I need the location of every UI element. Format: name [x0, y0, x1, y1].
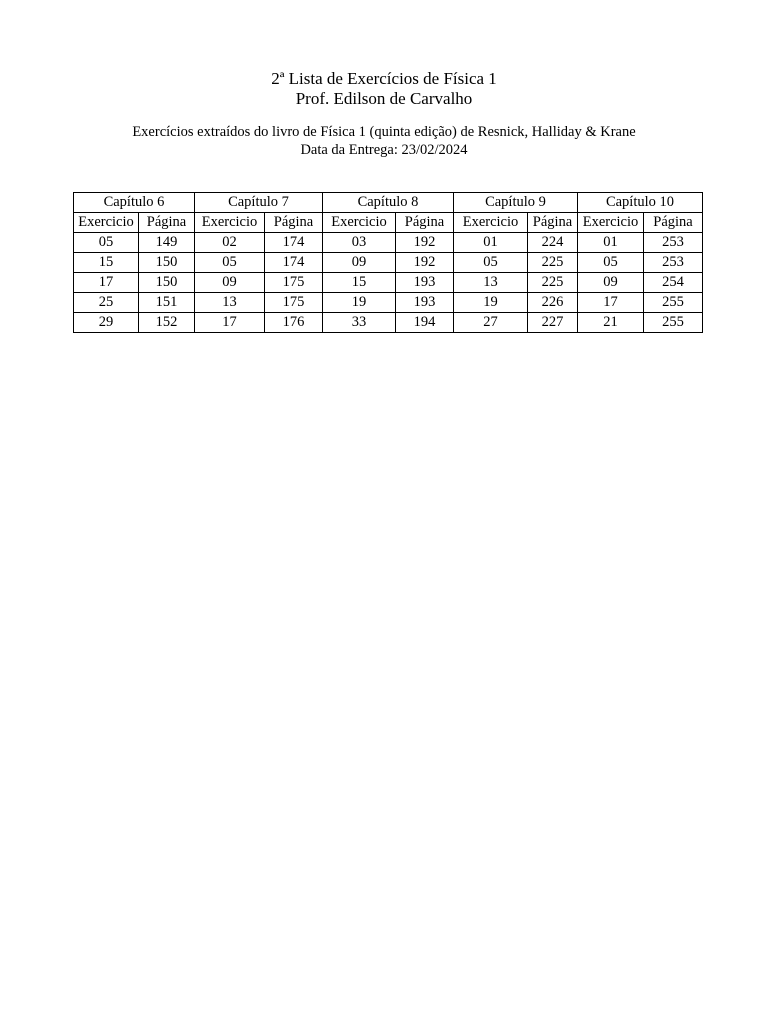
column-header-page: Página — [644, 213, 703, 233]
exercise-cell: 19 — [454, 293, 528, 313]
column-header-exercise: Exercicio — [323, 213, 396, 233]
page-cell: 193 — [396, 273, 454, 293]
table-row — [74, 273, 703, 293]
table-row — [74, 253, 703, 273]
page-cell: 174 — [265, 253, 323, 273]
exercise-cell: 17 — [74, 273, 139, 293]
exercise-cell: 03 — [323, 233, 396, 253]
exercise-cell: 19 — [323, 293, 396, 313]
column-header-page: Página — [265, 213, 323, 233]
table-row — [74, 233, 703, 253]
page-cell: 175 — [265, 293, 323, 313]
exercise-cell: 05 — [195, 253, 265, 273]
page-title: 2ª Lista de Exercícios de Física 1 — [271, 69, 497, 88]
column-header-page: Página — [139, 213, 195, 233]
source-note: Exercícios extraídos do livro de Física 1 (quinta edição) de Resnick, Halliday & Krane — [132, 124, 636, 140]
page-cell: 253 — [644, 233, 703, 253]
exercise-cell: 05 — [74, 233, 139, 253]
column-header-row — [74, 213, 703, 233]
column-header-page: Página — [396, 213, 454, 233]
exercise-cell: 17 — [578, 293, 644, 313]
page-cell: 193 — [396, 293, 454, 313]
exercise-cell: 02 — [195, 233, 265, 253]
column-header-exercise: Exercicio — [454, 213, 528, 233]
exercise-cell: 13 — [195, 293, 265, 313]
page-cell: 227 — [528, 313, 578, 333]
page-cell: 192 — [396, 233, 454, 253]
chapter-header: Capítulo 9 — [454, 193, 578, 213]
exercise-cell: 15 — [323, 273, 396, 293]
exercise-cell: 33 — [323, 313, 396, 333]
chapter-header: Capítulo 7 — [195, 193, 323, 213]
exercise-cell: 27 — [454, 313, 528, 333]
page-cell: 225 — [528, 253, 578, 273]
exercise-cell: 09 — [195, 273, 265, 293]
exercise-cell: 15 — [74, 253, 139, 273]
table-body — [74, 233, 703, 333]
due-date: Data da Entrega: 23/02/2024 — [300, 142, 468, 158]
table-row — [74, 293, 703, 313]
exercise-cell: 21 — [578, 313, 644, 333]
chapter-header: Capítulo 6 — [74, 193, 195, 213]
page-cell: 255 — [644, 293, 703, 313]
exercise-cell: 29 — [74, 313, 139, 333]
chapter-header: Capítulo 8 — [323, 193, 454, 213]
page-cell: 255 — [644, 313, 703, 333]
page-cell: 151 — [139, 293, 195, 313]
exercise-cell: 05 — [578, 253, 644, 273]
chapter-header-row — [74, 193, 703, 213]
exercise-cell: 05 — [454, 253, 528, 273]
page-cell: 194 — [396, 313, 454, 333]
exercise-cell: 01 — [578, 233, 644, 253]
exercise-cell: 17 — [195, 313, 265, 333]
page-cell: 225 — [528, 273, 578, 293]
column-header-page: Página — [528, 213, 578, 233]
page-cell: 149 — [139, 233, 195, 253]
page-cell: 150 — [139, 253, 195, 273]
page-cell: 253 — [644, 253, 703, 273]
page-cell: 175 — [265, 273, 323, 293]
page-cell: 254 — [644, 273, 703, 293]
column-header-exercise: Exercicio — [578, 213, 644, 233]
page-cell: 224 — [528, 233, 578, 253]
page-cell: 226 — [528, 293, 578, 313]
page-cell: 192 — [396, 253, 454, 273]
page-cell: 150 — [139, 273, 195, 293]
page-cell: 176 — [265, 313, 323, 333]
exercise-cell: 25 — [74, 293, 139, 313]
professor-name: Prof. Edilson de Carvalho — [295, 89, 473, 108]
page-cell: 152 — [139, 313, 195, 333]
exercise-cell: 01 — [454, 233, 528, 253]
table-row — [74, 313, 703, 333]
exercise-cell: 13 — [454, 273, 528, 293]
chapter-header: Capítulo 10 — [578, 193, 703, 213]
column-header-exercise: Exercicio — [74, 213, 139, 233]
page-cell: 174 — [265, 233, 323, 253]
column-header-exercise: Exercicio — [195, 213, 265, 233]
exercise-table — [73, 192, 703, 333]
exercise-cell: 09 — [578, 273, 644, 293]
exercise-cell: 09 — [323, 253, 396, 273]
